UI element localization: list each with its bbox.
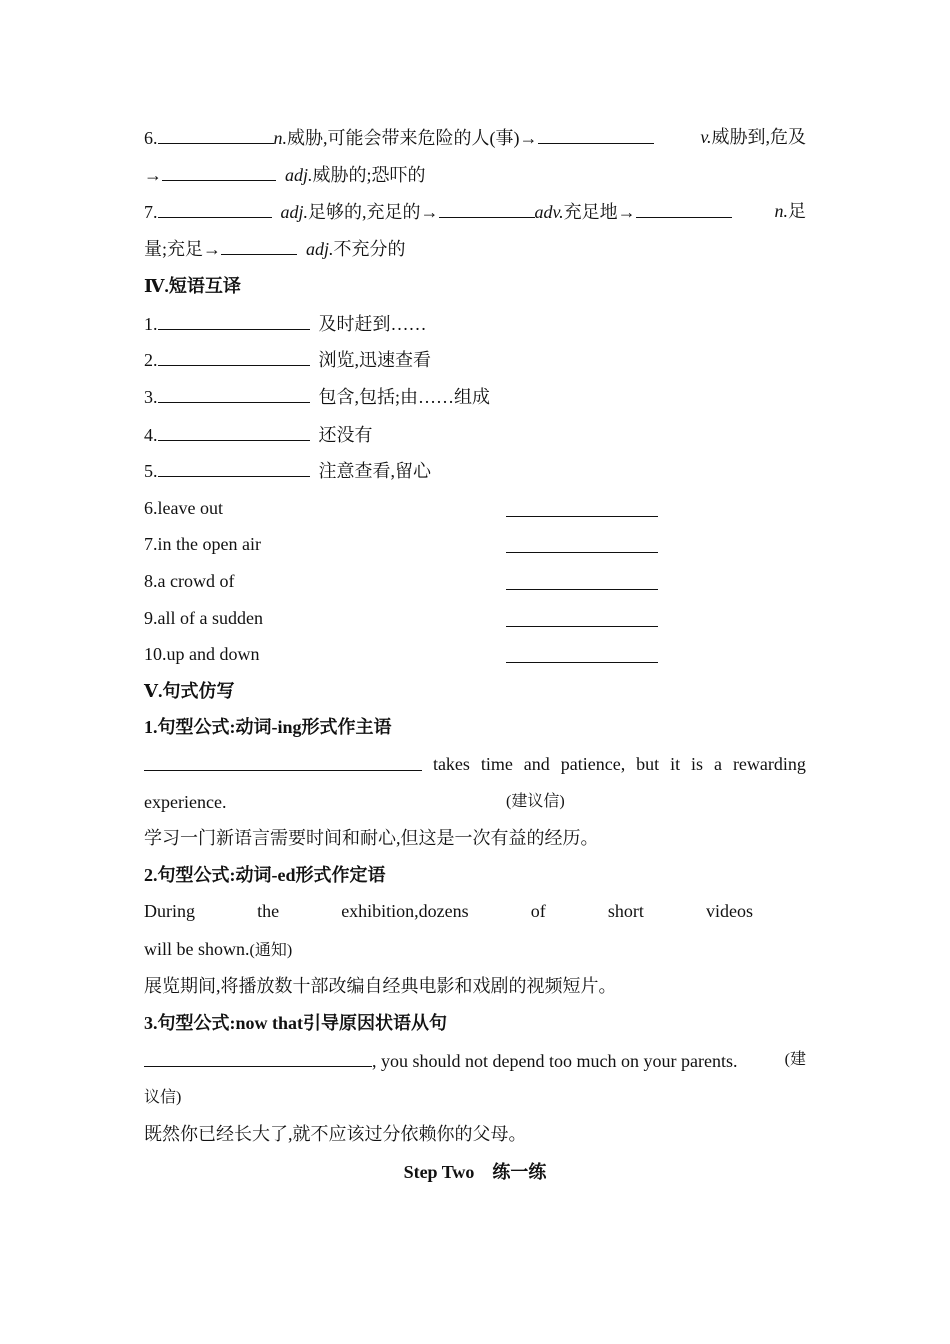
sentence-1-line1 [144,752,806,776]
sentence-2-word: exhibition,dozens [341,901,469,921]
answer-blank[interactable] [506,662,658,663]
sentence-2-line1 [144,899,753,923]
sentence-2-line2: will be shown.(通知) [144,939,293,959]
sentence-1-word: a [714,754,722,774]
answer-blank[interactable] [506,626,658,627]
sentence-2-title: 2.句型公式:动词-ed形式作定语 [144,865,386,885]
answer-blank[interactable] [506,552,658,553]
vocab-item-7-line1 [144,199,806,224]
answer-blank[interactable] [506,516,658,517]
phrase-item-1: 1. 及时赶到…… [144,311,806,336]
phrase-item-5: 5. 注意查看,留心 [144,458,806,483]
answer-blank[interactable] [158,311,310,330]
sentence-2-word: short [607,901,644,921]
vocab-item-7-line2: 量;充足→ adj.不充分的 [144,236,806,261]
sentence-2-word: the [257,901,280,921]
phrase-item-6: 6.leave out [144,498,223,518]
sentence-1-line2: experience. [144,792,227,812]
phrase-item-8: 8.a crowd of [144,571,235,591]
answer-blank[interactable] [158,422,310,441]
answer-blank[interactable] [538,125,654,144]
sentence-3-source-b: 议信) [144,1089,182,1106]
sentence-2-word: During [144,901,195,921]
sentence-1-word: rewarding [732,754,806,774]
sentence-3-text: , you should not depend too much on your parents. [144,1048,737,1073]
vocab-item-6-part1: 6. n.威胁,可能会带来危险的人(事)→ [144,125,654,150]
answer-blank[interactable] [158,125,274,144]
answer-blank[interactable] [144,1048,372,1067]
sentence-2-word: of [530,901,546,921]
section-4-heading: Ⅳ.短语互译 [144,276,241,296]
phrase-item-4: 4. 还没有 [144,422,806,447]
sentence-1-word: patience, [560,754,626,774]
answer-blank[interactable] [158,384,310,403]
sentence-1-word: it [670,754,681,774]
answer-blank[interactable] [162,162,276,181]
vocab-item-6-line2: → adj.威胁的;恐吓的 [144,162,806,187]
phrase-item-7: 7.in the open air [144,534,261,554]
sentence-1-title: 1.句型公式:动词-ing形式作主语 [144,717,392,737]
sentence-1-word: time [480,754,513,774]
phrase-item-2: 2. 浏览,迅速查看 [144,347,806,372]
sentence-2-translation: 展览期间,将播放数十部改编自经典电影和戏剧的视频短片。 [144,976,617,996]
step-heading: Step Two 练一练 [403,1162,547,1182]
answer-blank[interactable] [506,589,658,590]
answer-blank[interactable] [158,347,310,366]
sentence-3-title: 3.句型公式:now that引导原因状语从句 [144,1013,448,1033]
sentence-1-translation: 学习一门新语言需要时间和耐心,但这是一次有益的经历。 [144,828,599,848]
sentence-1-source: (建议信) [506,793,565,810]
sentence-3-line1 [144,1048,806,1073]
answer-blank[interactable] [221,236,297,255]
sentence-1-word: is [691,754,704,774]
vocab-item-7-part1: 7. adj.足够的,充足的→ adv.充足地→ [144,199,732,224]
sentence-3-translation: 既然你已经长大了,就不应该过分依赖你的父母。 [144,1124,527,1144]
vocab-item-6-part2: v.威胁到,危及 [700,127,806,147]
section-5-heading: Ⅴ.句式仿写 [144,681,235,701]
phrase-item-9: 9.all of a sudden [144,608,263,628]
phrase-item-3: 3. 包含,包括;由……组成 [144,384,806,409]
sentence-2-source: (通知) [249,942,293,959]
phrase-item-10: 10.up and down [144,644,260,664]
sentence-1-word: but [636,754,660,774]
answer-blank[interactable] [158,199,272,218]
sentence-1-word: and [523,754,550,774]
answer-blank[interactable] [439,199,535,218]
sentence-2-word: videos [705,901,753,921]
answer-blank[interactable] [144,752,422,771]
sentence-1-word: takes [432,754,470,774]
vocab-item-7-part2: n.足 [774,201,806,221]
answer-blank[interactable] [636,199,732,218]
answer-blank[interactable] [158,458,310,477]
vocab-item-6-line1 [144,125,806,150]
sentence-3-source-a: (建 [784,1051,806,1068]
